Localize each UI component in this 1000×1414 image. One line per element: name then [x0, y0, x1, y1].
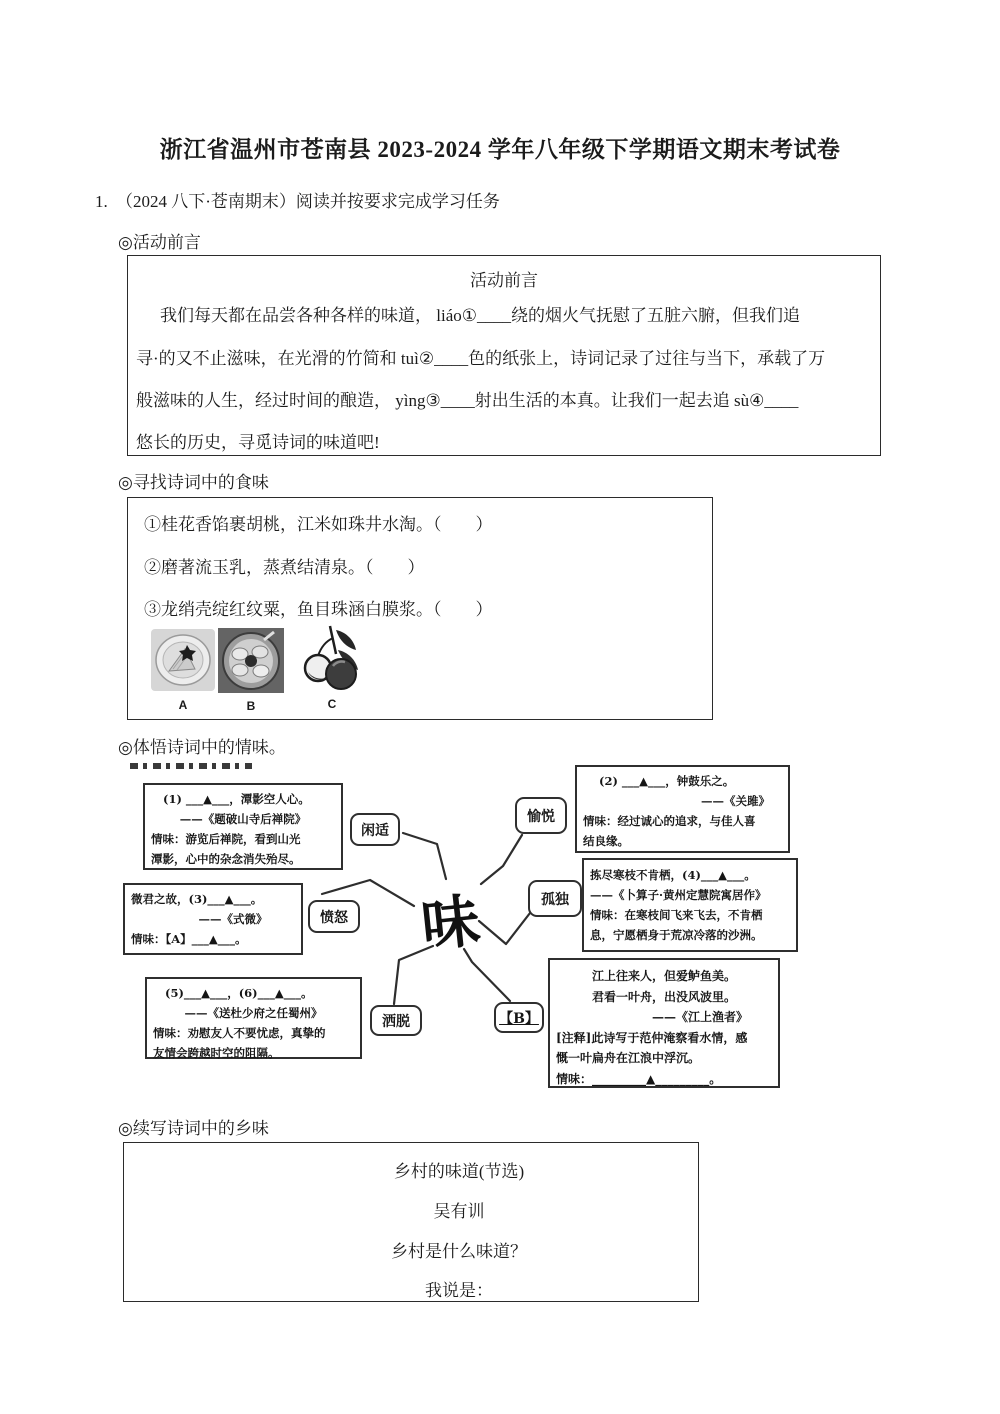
preface-line-1: 我们每天都在品尝各种各样的味道， liáo①____绕的烟火气抚慰了五脏六腑，但我们追 [160, 306, 800, 325]
bubble-xianshi: 闲适 [350, 813, 400, 846]
village-poem-title: 乡村的味道(节选) [393, 1162, 525, 1181]
section-label-village: ◎续写诗词中的乡味 [118, 1119, 269, 1138]
poem-3-line-1: 微君之故，(3)___▲___。 [131, 892, 263, 906]
preface-box [127, 255, 881, 456]
bubble-b: 【B】 [494, 1002, 544, 1033]
poem-5-line-2: ——《送杜少府之任蜀州》 [184, 1006, 323, 1020]
poem-1-line-3: 情味：游览后禅院，看到山光 [151, 832, 301, 846]
question-text: （2024 八下·苍南期末）阅读并按要求完成学习任务 [116, 192, 500, 211]
village-poem-line-1: 乡村是什么味道？ [391, 1242, 527, 1261]
poem-6-line-5: 慨一叶扁舟在江浪中浮沉。 [556, 1051, 701, 1065]
poem-3-line-2: ——《式微》 [198, 912, 268, 926]
food-item-3: ③龙绡壳绽红纹粟，鱼目珠涵白膜浆。（ ） [144, 600, 493, 619]
mindmap-center-character: 味 [418, 886, 483, 960]
food-photo-b [218, 628, 284, 693]
question-number: 1. [95, 192, 108, 211]
section-label-emotion: ◎体悟诗词中的情味。 [118, 738, 286, 757]
poem-box-5 [145, 977, 362, 1059]
food-item-1: ①桂花香馅裹胡桃，江米如珠井水淘。（ ） [144, 515, 493, 534]
bubble-gudu: 孤独 [528, 880, 582, 917]
food-photo-c [300, 624, 364, 693]
poem-6-line-6: 情味：_________▲_________。 [556, 1071, 722, 1086]
poem-box-3 [123, 883, 303, 955]
food-photo-c-label: C [327, 697, 337, 711]
food-box [127, 497, 713, 720]
village-poem-line-2: 我说是： [425, 1281, 493, 1300]
poem-6-line-1: 江上往来人，但爱鲈鱼美。 [591, 969, 736, 983]
food-photo-b-label: B [246, 699, 256, 713]
poem-1-line-2: ——《题破山寺后禅院》 [179, 812, 307, 826]
question-1-line [95, 187, 500, 212]
poem-box-4 [582, 858, 798, 952]
poem-4-line-1: 拣尽寒枝不肯栖，(4)___▲___。 [590, 868, 756, 882]
poem-1-line-1: (1) ___▲___，潭影空人心。 [163, 792, 310, 806]
plate-pastry-icon [151, 629, 215, 691]
poem-2-line-3: 情味：经过诚心的追求，与佳人喜 [583, 814, 756, 828]
village-box [123, 1142, 699, 1302]
village-text-column [234, 1143, 684, 1301]
poem-5-line-1: (5)___▲___，(6)___▲___。 [165, 986, 313, 1000]
poem-5-line-4: 友情会跨越时空的阻隔。 [153, 1046, 280, 1060]
poem-4-line-4: 息，宁愿栖身于荒凉冷落的沙洲。 [590, 928, 763, 942]
poem-2-line-1: (2) ___▲___，钟鼓乐之。 [599, 774, 735, 788]
bubble-fennu: 愤怒 [308, 900, 360, 933]
poem-box-6 [548, 958, 780, 1088]
poem-4-line-3: 情味：在寒枝间飞来飞去，不肯栖 [590, 908, 763, 922]
food-photo-a-label: A [178, 698, 188, 712]
bubble-yuyue: 愉悦 [515, 797, 567, 834]
bowl-food-icon [218, 628, 284, 693]
bubble-satuo: 洒脱 [370, 1005, 422, 1036]
preface-line-4: 悠长的历史，寻觅诗词的味道吧! [136, 433, 380, 452]
poem-6-line-3: ——《江上渔者》 [651, 1010, 748, 1024]
section-label-preface: ◎活动前言 [118, 233, 201, 252]
poem-4-line-2: ——《卜算子·黄州定慧院寓居作》 [590, 888, 767, 902]
page-title: 浙江省温州市苍南县 2023-2024 学年八年级下学期语文期末考试卷 [159, 137, 841, 162]
poem-box-2 [575, 765, 790, 853]
food-item-2: ②磨著流玉乳，蒸煮结清泉。（ ） [144, 558, 425, 577]
poem-6-line-4: [注释]此诗写于范仲淹察看水情，感 [556, 1030, 748, 1045]
fruit-branch-icon [300, 624, 364, 693]
preface-line-3: 般滋味的人生，经过时间的酿造， yìng③____射出生活的本真。让我们一起去追 sù④____ [136, 391, 799, 410]
village-poem-author: 吴有训 [433, 1202, 485, 1221]
poem-box-1 [143, 783, 343, 870]
poem-5-line-3: 情味：劝慰友人不要忧虑，真挚的 [153, 1026, 326, 1040]
poem-2-line-2: ——《关雎》 [701, 794, 770, 808]
preface-line-2: 寻·的又不止滋味，在光滑的竹简和 tuì②____色的纸张上，诗词记录了过往与当下，承载了万 [136, 349, 826, 368]
poem-6-line-2: 君看一叶舟，出没风波里。 [591, 989, 736, 1004]
poem-2-line-4: 结良缘。 [583, 834, 629, 848]
food-photo-a [151, 629, 215, 691]
poem-3-line-3: 情味：【A】___▲___。 [131, 932, 247, 946]
preface-box-title: 活动前言 [470, 271, 538, 290]
poem-1-line-4: 潭影，心中的杂念消失殆尽。 [151, 852, 301, 866]
section-label-food: ◎寻找诗词中的食味 [118, 473, 269, 492]
